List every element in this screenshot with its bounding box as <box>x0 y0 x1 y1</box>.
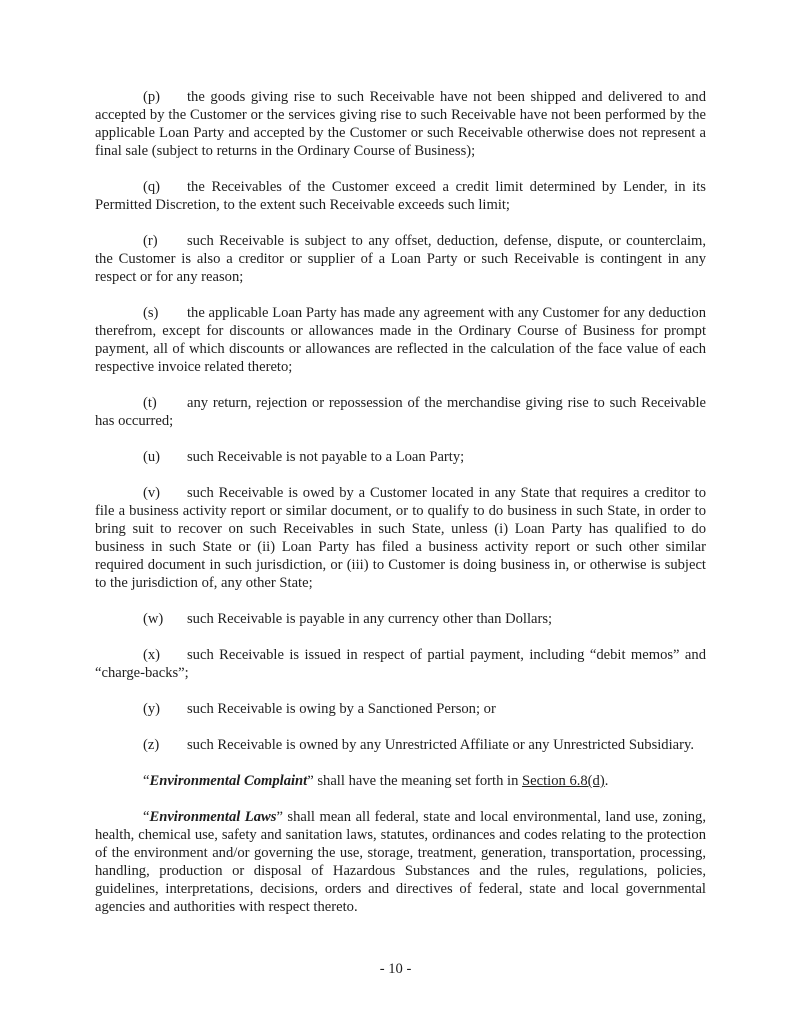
clause-u <box>95 448 706 466</box>
clause-label: (w) <box>143 611 164 627</box>
clause-label: (y) <box>143 701 161 717</box>
clause-label: (r) <box>143 233 158 249</box>
clause-label: (t) <box>143 395 157 411</box>
close-quote: ” <box>307 773 314 789</box>
definition-text-end: . <box>604 773 609 789</box>
clause-p <box>95 88 706 160</box>
clause-text: such Receivable is subject to any offset, deduction, defense, dispute, or counterclaim, the Customer is also a creditor or supplier of a Loan Party or such Receivable is contingent in any respect or for any reason; <box>95 233 706 285</box>
definition-text: shall have the meaning set forth in <box>313 773 523 789</box>
open-quote: “ <box>143 773 150 789</box>
clause-text: the goods giving rise to such Receivable have not been shipped and delivered to and accepted by the Customer or the services giving rise to such Receivable have not been performed by the applicable Loan Party and accepted by the Customer or such Receivable otherwise does not represent a final sale (subject to returns in the Ordinary Course of Business); <box>95 89 706 159</box>
defined-term: Environmental Complaint <box>149 773 308 789</box>
clause-label: (s) <box>143 305 159 321</box>
close-quote: ” <box>276 809 283 825</box>
open-quote: “ <box>143 809 150 825</box>
clause-text: such Receivable is owing by a Sanctioned Person; or <box>187 701 496 717</box>
clause-r <box>95 232 706 286</box>
clause-label: (q) <box>143 179 161 195</box>
definition-text: shall mean all federal, state and local environmental, land use, zoning, health, chemical use, safety and sanitation laws, statutes, ordinances and codes relating to the protection of the environment and/or governing the use, storage, treatment, generation, transportation, processing, handling, production or disposal of Hazardous Substances and the rules, regulations, policies, guidelines, interpretations, decisions, orders and directives of federal, state and local governmental agencies and authorities with respect thereto. <box>95 809 706 915</box>
clause-label: (x) <box>143 647 161 663</box>
clause-text: such Receivable is not payable to a Loan Party; <box>187 449 465 465</box>
clause-text: any return, rejection or repossession of the merchandise giving rise to such Receivable has occurred; <box>95 395 706 429</box>
document-page <box>95 88 706 934</box>
clause-w <box>95 610 706 628</box>
section-reference-link[interactable]: Section 6.8(d) <box>522 773 605 789</box>
definition-environmental-complaint <box>95 772 706 790</box>
clause-y <box>95 700 706 718</box>
clause-s <box>95 304 706 376</box>
clause-label: (z) <box>143 737 160 753</box>
clause-text: such Receivable is owed by a Customer located in any State that requires a creditor to file a business activity report or similar document, or to qualify to do business in such State, in order to bring suit to recover on such Receivables in such State, unless (i) Loan Party has qualified to do business in such State or (ii) Loan Party has filed a business activity report or such other similar required document in such jurisdiction, or (iii) to Customer is doing business in, or otherwise is subject to the jurisdiction of, any other State; <box>95 485 706 591</box>
clause-text: the applicable Loan Party has made any agreement with any Customer for any deduction therefrom, except for discounts or allowances made in the Ordinary Course of Business for prompt payment, all of which discounts or allowances are reflected in the calculation of the face value of each respective invoice related thereto; <box>95 305 706 375</box>
clause-q <box>95 178 706 214</box>
clause-x <box>95 646 706 682</box>
page-number: - 10 - <box>379 961 412 977</box>
clause-label: (v) <box>143 485 161 501</box>
definition-environmental-laws <box>95 808 706 916</box>
clause-z <box>95 736 706 754</box>
clause-label: (p) <box>143 89 161 105</box>
clause-text: such Receivable is owned by any Unrestricted Affiliate or any Unrestricted Subsidiary. <box>187 737 694 753</box>
clause-t <box>95 394 706 430</box>
clause-v <box>95 484 706 592</box>
clause-text: such Receivable is payable in any currency other than Dollars; <box>187 611 553 627</box>
defined-term: Environmental Laws <box>149 809 277 825</box>
clause-label: (u) <box>143 449 161 465</box>
clause-text: such Receivable is issued in respect of partial payment, including “debit memos” and “charge-backs”; <box>95 647 706 681</box>
clause-text: the Receivables of the Customer exceed a credit limit determined by Lender, in its Permitted Discretion, to the extent such Receivable exceeds such limit; <box>95 179 706 213</box>
